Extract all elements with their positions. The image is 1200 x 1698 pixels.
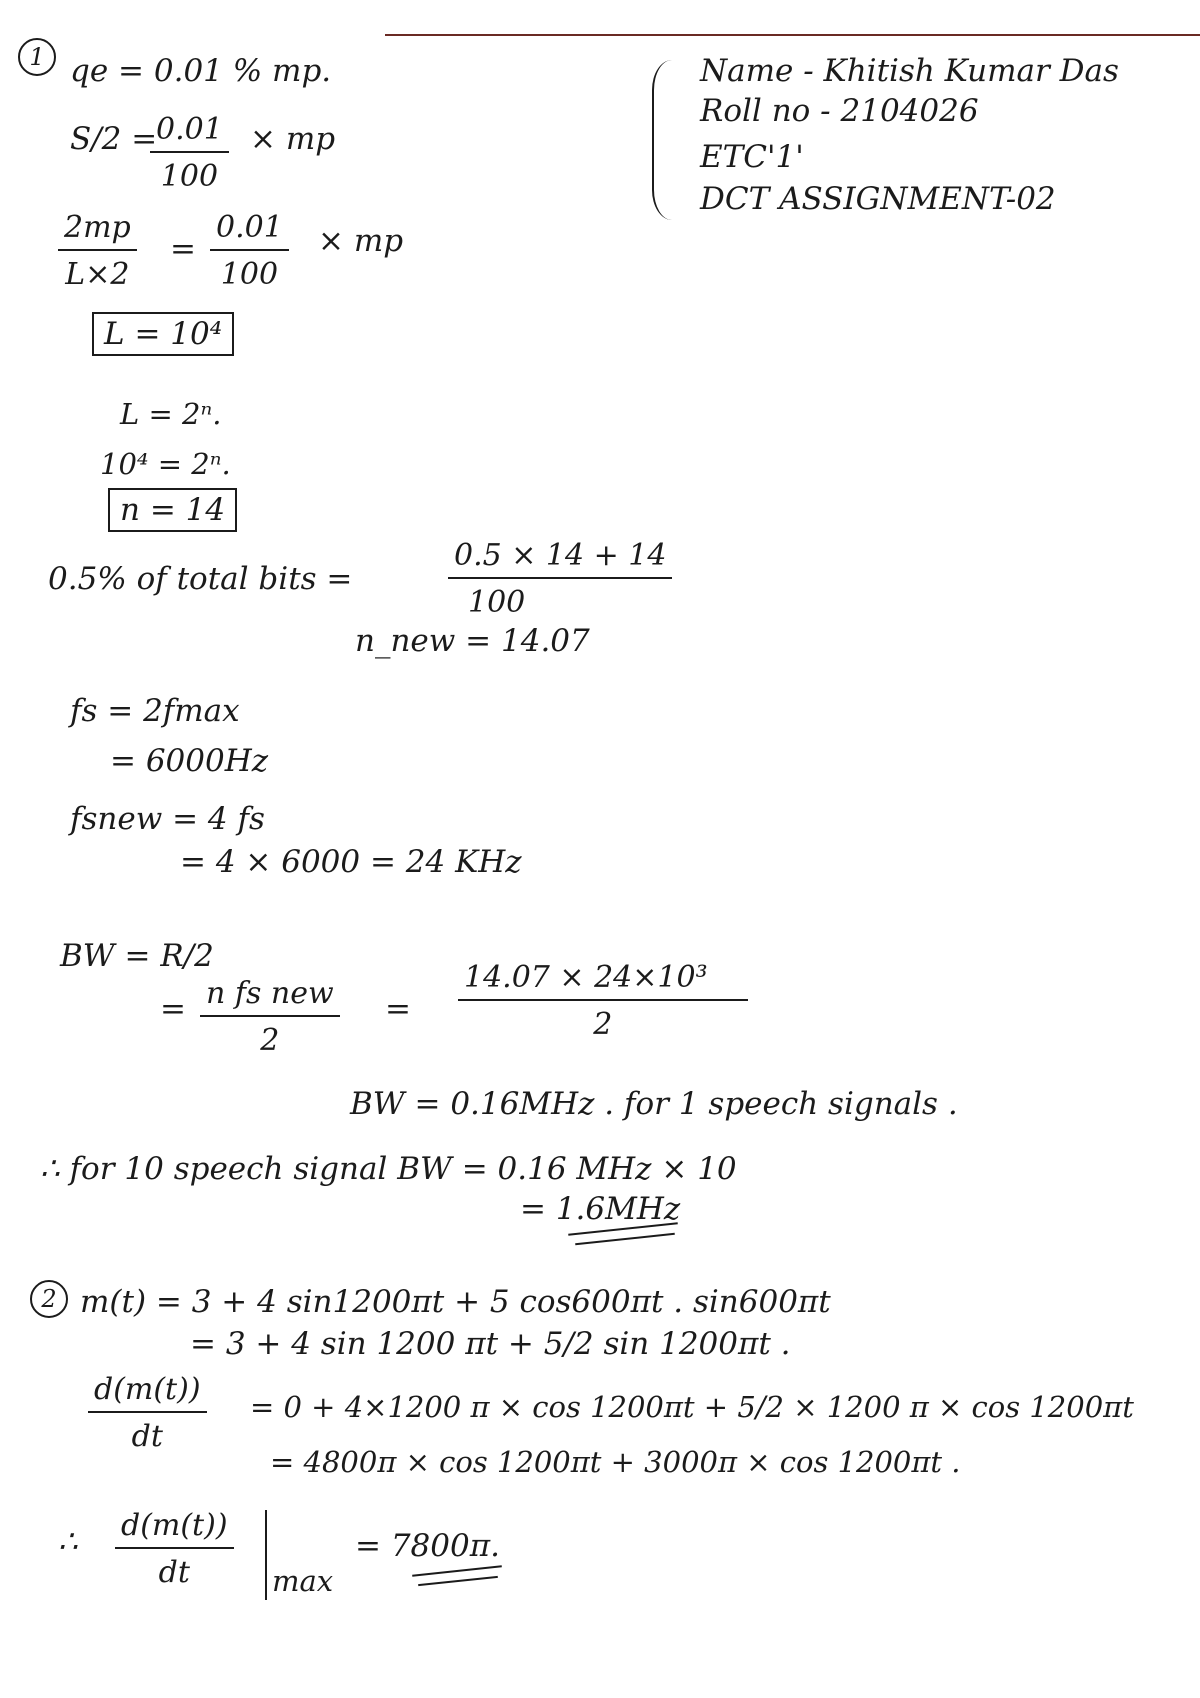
q1-line-15-den: 2 (260, 1023, 280, 1058)
q1-line-2-fraction (150, 112, 229, 194)
q1-line-2-den: 100 (160, 159, 219, 194)
q1-line-16: BW = 0.16MHz . for 1 speech signals . (350, 1086, 958, 1122)
q2-line-3-right: = 0 + 4×1200 π × cos 1200πt + 5/2 × 1200 π × cos 1200πt (250, 1390, 1134, 1424)
q1-line-2-num: 0.01 (150, 112, 229, 153)
q1-line-15-equals-2: = (385, 991, 411, 1027)
q1-line-3-left-num: 2mp (58, 210, 137, 251)
q1-line-9: n_new = 14.07 (355, 623, 590, 659)
answer-underline-2a (412, 1565, 502, 1576)
header-brace (652, 60, 676, 220)
q1-line-3-right: × mp (318, 223, 404, 259)
q1-line-3-den: 100 (220, 257, 279, 292)
q1-line-8-fraction (448, 538, 672, 620)
q2-line-3-num: d(m(t)) (88, 1372, 207, 1413)
q1-line-17: ∴ for 10 speech signal BW = 0.16 MHz × 10 (40, 1151, 737, 1187)
q2-line-1: m(t) = 3 + 4 sin1200πt + 5 cos600πt . sin600πt (80, 1284, 831, 1320)
result-box-L: L = 10⁴ (92, 312, 234, 356)
student-name: Name - Khitish Kumar Das (700, 53, 1119, 89)
q1-line-2-left: S/2 = (70, 121, 158, 157)
answer-underline-2b (418, 1576, 498, 1586)
roll-number: Roll no - 2104026 (700, 93, 979, 129)
q1-line-8-left: 0.5% of total bits = (48, 561, 353, 597)
q2-line-5-den: dt (158, 1555, 190, 1590)
q2-line-3-den: dt (131, 1419, 163, 1454)
q1-line-15-num: n fs new (200, 976, 340, 1017)
q1-line-10: fs = 2fmax (70, 693, 240, 729)
q1-line-15-den-2: 2 (593, 1007, 613, 1042)
q2-line-4: = 4800π × cos 1200πt + 3000π × cos 1200πt . (270, 1445, 961, 1479)
q1-line-3-num: 0.01 (210, 210, 289, 251)
q2-line-3-fraction (88, 1372, 207, 1454)
q1-line-2-right: × mp (250, 121, 336, 157)
q1-line-8-num: 0.5 × 14 + 14 (448, 538, 672, 579)
assignment-title: DCT ASSIGNMENT-02 (700, 181, 1056, 217)
q2-line-5-right: = 7800π. (355, 1528, 500, 1564)
q1-line-11: = 6000Hz (110, 743, 269, 779)
q2-line-5-num: d(m(t)) (115, 1508, 234, 1549)
question-2-number: 2 (30, 1280, 68, 1318)
q1-line-18: = 1.6MHz (520, 1191, 681, 1227)
q1-line-15-num-2: 14.07 × 24×10³ (458, 960, 748, 1001)
q1-line-3-fraction (210, 210, 289, 292)
q1-line-14: BW = R/2 (60, 938, 214, 974)
q1-line-15-equals: = (160, 991, 186, 1027)
q1-line-3-left-den: L×2 (65, 257, 130, 292)
branch: ETC'1' (700, 139, 804, 175)
q1-line-1: qe = 0.01 % mp. (70, 53, 332, 89)
q1-line-3-equals: = (170, 231, 196, 267)
q1-line-15-fraction-2 (458, 960, 748, 1042)
q2-line-5-fraction (115, 1508, 234, 1590)
answer-underline-1b (575, 1233, 675, 1245)
q1-line-15-fraction (200, 976, 340, 1058)
q1-line-12: fsnew = 4 fs (70, 801, 265, 837)
top-rule (385, 34, 1200, 36)
q1-line-3-left-fraction (58, 210, 137, 292)
q1-line-5: L = 2ⁿ. (120, 397, 222, 431)
q2-line-5-sub: max (272, 1564, 334, 1598)
q1-line-6: 10⁴ = 2ⁿ. (100, 447, 231, 481)
therefore-mark: ∴ (58, 1524, 78, 1560)
result-box-n: n = 14 (108, 488, 237, 532)
q1-line-13: = 4 × 6000 = 24 KHz (180, 844, 522, 880)
question-1-number: 1 (18, 38, 56, 76)
q1-line-8-den: 100 (468, 585, 526, 620)
evaluation-bar (265, 1510, 267, 1600)
q2-line-2: = 3 + 4 sin 1200 πt + 5/2 sin 1200πt . (190, 1326, 791, 1362)
